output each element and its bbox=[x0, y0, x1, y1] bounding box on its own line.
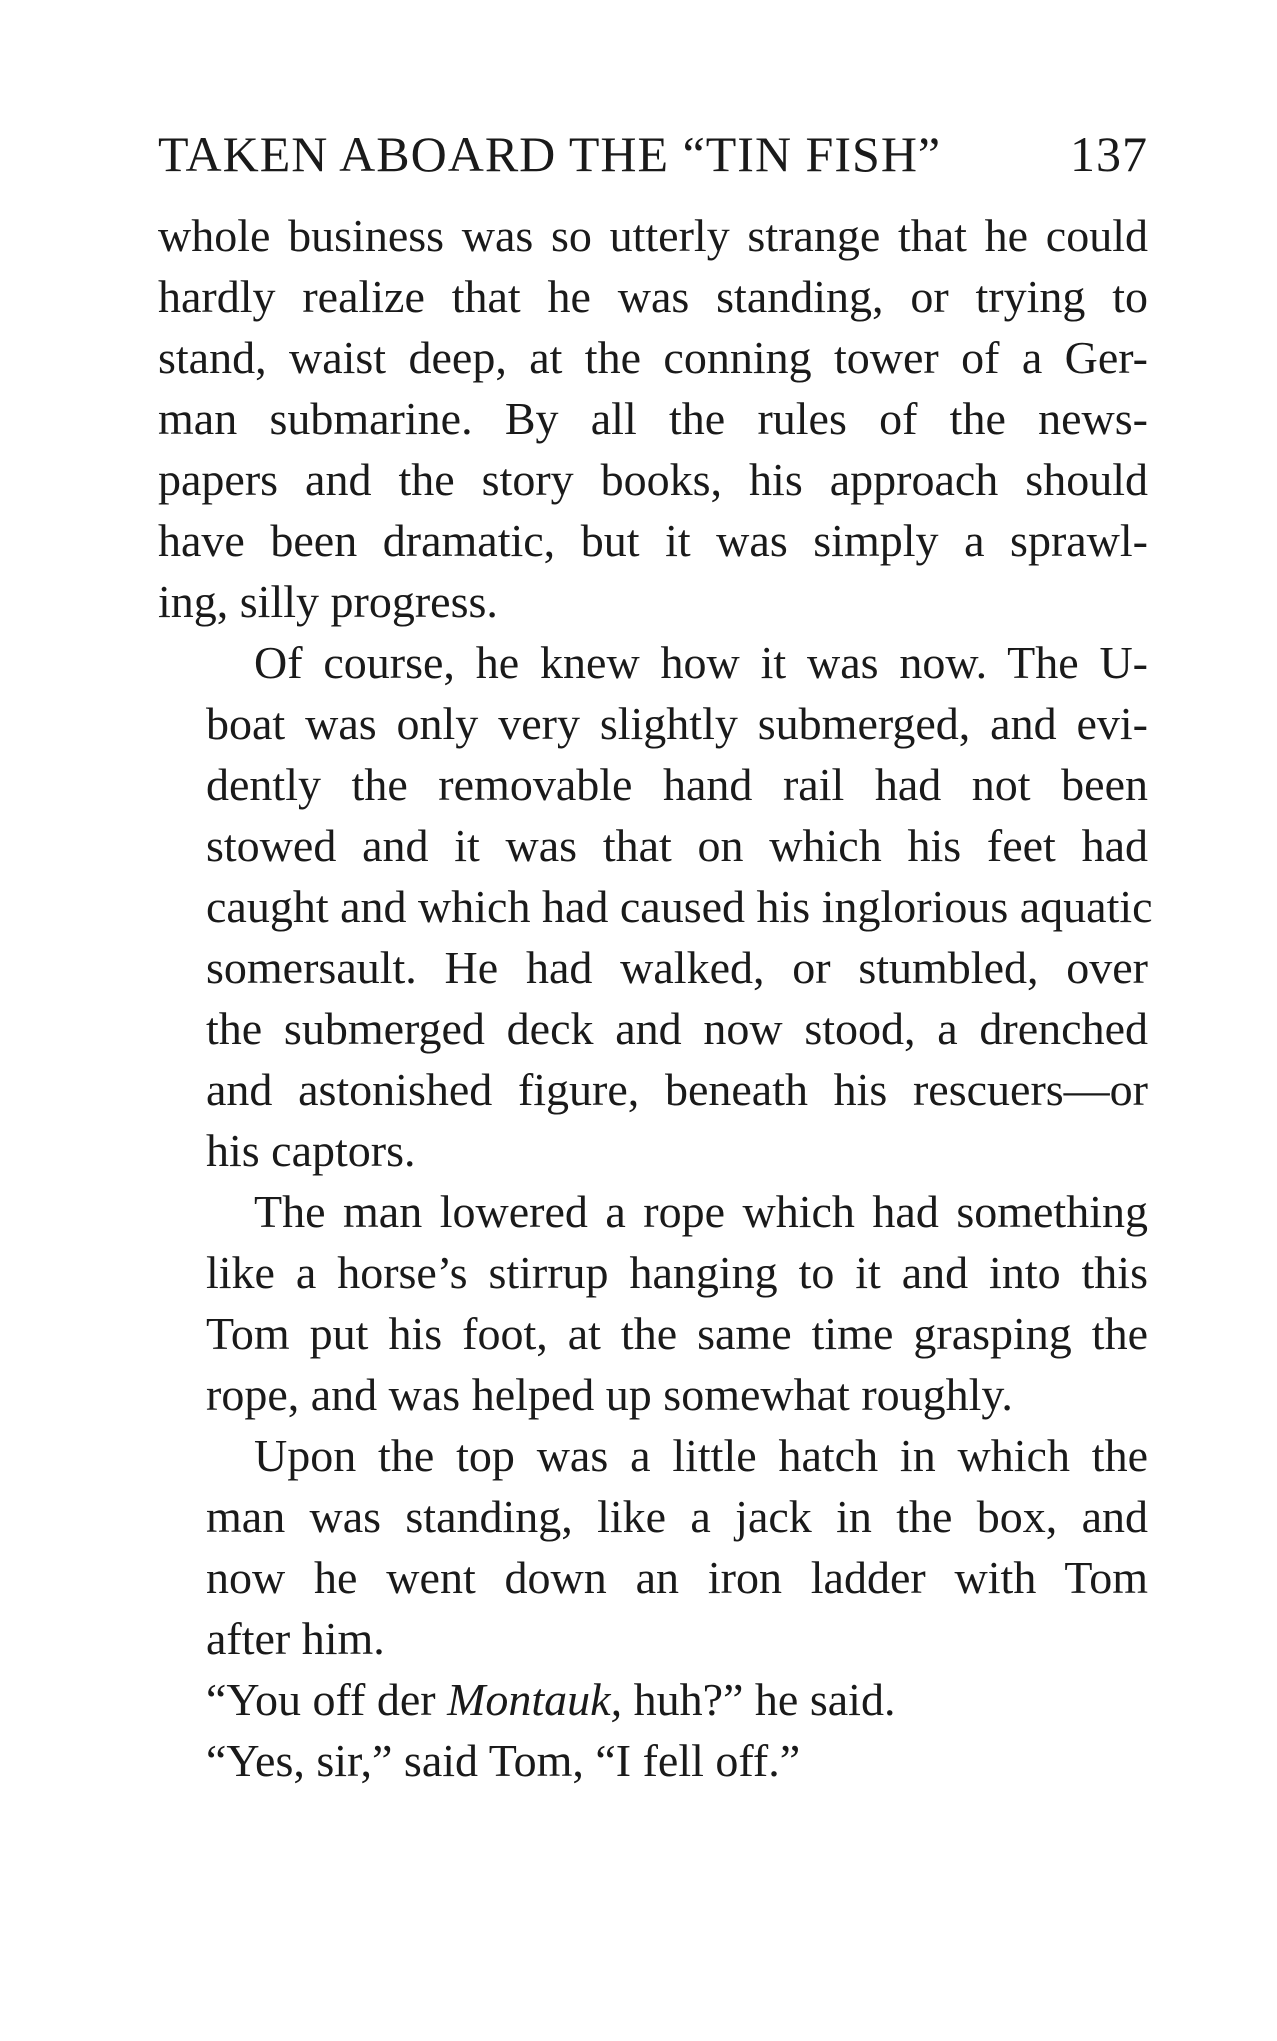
text-line: The man lowered a rope which had something bbox=[254, 1186, 1148, 1237]
text-line: dently the removable hand rail had not been bbox=[206, 759, 1148, 810]
dialogue-text: huh?” he said. bbox=[622, 1674, 896, 1725]
text-line: stand, waist deep, at the conning tower of a Ger- bbox=[158, 332, 1148, 383]
dialogue-line bbox=[158, 1730, 1148, 1791]
ship-name: Montauk, bbox=[447, 1674, 623, 1725]
text-line: whole business was so utterly strange that he could bbox=[158, 210, 1148, 261]
page-number: 137 bbox=[1070, 126, 1148, 182]
text-line: now he went down an iron ladder with Tom bbox=[206, 1552, 1148, 1603]
text-line: Tom put his foot, at the same time grasping the bbox=[206, 1308, 1148, 1359]
text-line: have been dramatic, but it was simply a sprawl- bbox=[158, 515, 1148, 566]
text-line: papers and the story books, his approach should bbox=[158, 454, 1148, 505]
text-line: man submarine. By all the rules of the news- bbox=[158, 393, 1148, 444]
paragraph bbox=[158, 1181, 1148, 1425]
text-line: the submerged deck and now stood, a drenched bbox=[206, 1003, 1148, 1054]
text-line: after him. bbox=[206, 1613, 385, 1664]
dialogue-text: “Yes, sir,” said Tom, “I fell off.” bbox=[206, 1735, 801, 1786]
dialogue-text: “You off der bbox=[206, 1674, 448, 1725]
paragraph bbox=[158, 632, 1153, 1181]
body-text bbox=[158, 205, 1153, 1791]
chapter-title: TAKEN ABOARD THE “TIN FISH” bbox=[158, 126, 942, 182]
text-line: hardly realize that he was standing, or trying to bbox=[158, 271, 1148, 322]
text-line: and astonished figure, beneath his rescuers—or bbox=[206, 1064, 1148, 1115]
text-line: ing, silly progress. bbox=[158, 576, 498, 627]
text-line: rope, and was helped up somewhat roughly. bbox=[206, 1369, 1013, 1420]
text-line: Of course, he knew how it was now. The U- bbox=[254, 637, 1148, 688]
paragraph bbox=[158, 1425, 1148, 1669]
running-head bbox=[158, 124, 1148, 184]
paragraph bbox=[158, 205, 1148, 632]
text-line: his captors. bbox=[206, 1125, 416, 1176]
dialogue-line bbox=[158, 1669, 1148, 1730]
text-line: stowed and it was that on which his feet had bbox=[206, 820, 1148, 871]
text-line: caught and which had caused his inglorious aquatic bbox=[206, 881, 1153, 932]
text-line: boat was only very slightly submerged, and evi- bbox=[206, 698, 1148, 749]
text-line: somersault. He had walked, or stumbled, over bbox=[206, 942, 1148, 993]
text-line: like a horse’s stirrup hanging to it and into this bbox=[206, 1247, 1148, 1298]
text-line: man was standing, like a jack in the box, and bbox=[206, 1491, 1148, 1542]
text-line: Upon the top was a little hatch in which the bbox=[254, 1430, 1148, 1481]
